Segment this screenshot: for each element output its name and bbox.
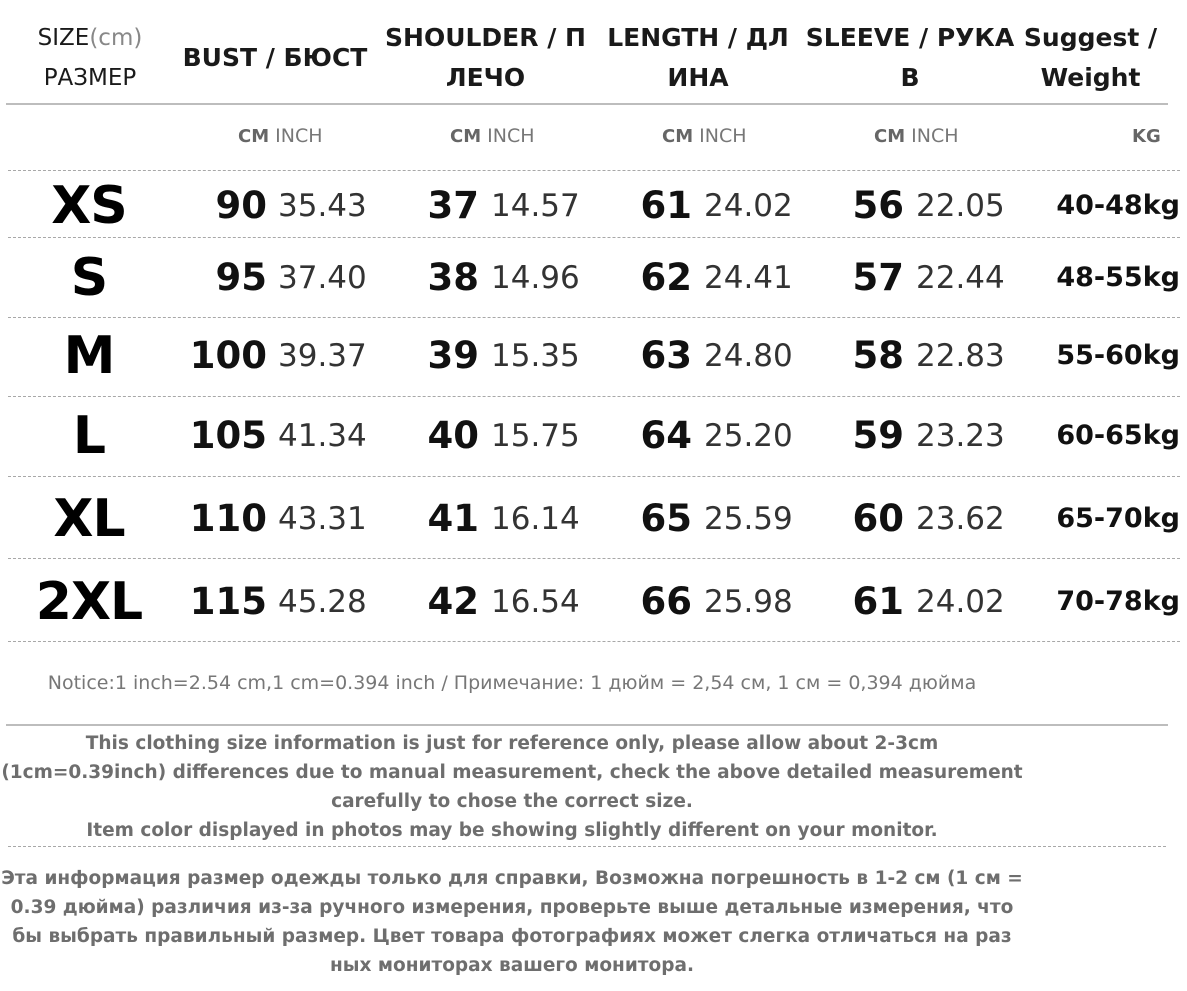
bust-cm: 115 <box>189 580 267 623</box>
row-divider <box>8 641 1180 642</box>
shoulder-cm: 41 <box>427 497 479 540</box>
disclaimer-line: carefully to chose the correct size. <box>331 791 693 812</box>
length-inch: 24.80 <box>704 338 793 374</box>
english-disclaimer <box>0 729 1024 845</box>
size-label: XL <box>53 489 125 549</box>
sleeve-inch: 24.02 <box>916 584 1005 620</box>
weight-unit-label: KG <box>1132 126 1161 147</box>
bust-inch: 43.31 <box>278 501 367 537</box>
size-label: S <box>70 248 108 308</box>
sleeve-cm: 59 <box>852 414 904 457</box>
row-divider <box>8 476 1180 477</box>
shoulder-inch: 16.14 <box>491 501 580 537</box>
shoulder-cm: 42 <box>427 580 479 623</box>
length-cm: 66 <box>640 580 692 623</box>
suggested-weight: 65-70kg <box>1056 503 1180 534</box>
bust-column-header: BUST / БЮСТ <box>182 43 368 72</box>
row-divider <box>8 558 1180 559</box>
length-inch: 25.59 <box>704 501 793 537</box>
bust-inch: 39.37 <box>278 338 367 374</box>
disclaimer-divider <box>8 846 1166 847</box>
row-divider <box>8 237 1180 238</box>
size-label: 2XL <box>35 572 143 632</box>
russian-disclaimer <box>0 864 1024 980</box>
length-cm: 65 <box>640 497 692 540</box>
sleeve-cm: 56 <box>852 184 904 227</box>
length-cm: 62 <box>640 256 692 299</box>
bust-cm: 110 <box>189 497 267 540</box>
shoulder-cm: 39 <box>427 334 479 377</box>
length-inch: 25.20 <box>704 418 793 454</box>
size-row-xl <box>0 483 1187 555</box>
shoulder-inch: 16.54 <box>491 584 580 620</box>
size-unit: (cm) <box>89 25 143 51</box>
size-row-s <box>0 242 1187 314</box>
suggested-weight: 70-78kg <box>1056 586 1180 617</box>
sleeve-cm: 58 <box>852 334 904 377</box>
disclaimer-line: бы выбрать правильный размер. Цвет товара фотографиях может слегка отличаться на раз <box>12 926 1012 947</box>
length-column-header: LENGTH / ДЛ ИНА <box>607 23 789 92</box>
shoulder-inch: 14.57 <box>491 188 580 224</box>
bust-cm: 95 <box>215 256 267 299</box>
shoulder-inch: 15.75 <box>491 418 580 454</box>
size-row-2xl <box>0 566 1187 638</box>
length-inch: 24.41 <box>704 260 793 296</box>
bust-inch: 41.34 <box>278 418 367 454</box>
disclaimer-line: This clothing size information is just for reference only, please allow about 2-3cm <box>85 733 939 754</box>
bust-inch: 37.40 <box>278 260 367 296</box>
size-row-l <box>0 400 1187 472</box>
disclaimer-line: (1cm=0.39inch) differences due to manual measurement, check the above detailed measurement <box>1 762 1023 783</box>
shoulder-inch: 15.35 <box>491 338 580 374</box>
bust-inch: 35.43 <box>278 188 367 224</box>
suggested-weight: 60-65kg <box>1056 420 1180 451</box>
disclaimer-line: 0.39 дюйма) различия из-за ручного измерения, проверьте выше детальные измерения, что <box>10 897 1014 918</box>
bust-cm: 100 <box>189 334 267 377</box>
sleeve-inch: 22.44 <box>916 260 1005 296</box>
sleeve-cm: 57 <box>852 256 904 299</box>
size-column-header: SIZE(cm) РАЗМЕР <box>37 25 143 91</box>
conversion-notice: Notice:1 inch=2.54 cm,1 cm=0.394 inch / Примечание: 1 дюйм = 2,54 см, 1 см = 0,394 дюйма <box>47 672 977 694</box>
shoulder-cm: 37 <box>427 184 479 227</box>
size-label: L <box>72 406 106 466</box>
shoulder-cm: 38 <box>427 256 479 299</box>
row-divider <box>8 396 1180 397</box>
sleeve-inch: 22.83 <box>916 338 1005 374</box>
sleeve-inch: 22.05 <box>916 188 1005 224</box>
size-row-m <box>0 320 1187 392</box>
sleeve-column-header: SLEEVE / РУКА В <box>805 23 1015 92</box>
disclaimer-line: Item color displayed in photos may be showing slightly different on your monitor. <box>86 820 938 841</box>
sleeve-cm: 60 <box>852 497 904 540</box>
notice-divider <box>6 724 1168 726</box>
bust-cm: 105 <box>189 414 267 457</box>
sleeve-inch: 23.23 <box>916 418 1005 454</box>
length-cm: 61 <box>640 184 692 227</box>
header-divider <box>6 103 1168 105</box>
disclaimer-line: Эта информация размер одежды только для справки, Возможна погрешность в 1-2 см (1 см = <box>1 868 1023 889</box>
shoulder-column-header: SHOULDER / П ЛЕЧО <box>385 23 586 92</box>
sleeve-cm: 61 <box>852 580 904 623</box>
sleeve-unit-label: CM INCH <box>874 125 959 147</box>
weight-column-header: Suggest / Weight <box>1023 23 1158 92</box>
size-row-xs <box>0 170 1187 242</box>
bust-cm: 90 <box>215 184 267 227</box>
length-inch: 25.98 <box>704 584 793 620</box>
bust-unit-label: CM INCH <box>238 125 323 147</box>
suggested-weight: 55-60kg <box>1056 340 1180 371</box>
length-inch: 24.02 <box>704 188 793 224</box>
sleeve-inch: 23.62 <box>916 501 1005 537</box>
suggested-weight: 48-55kg <box>1056 262 1180 293</box>
shoulder-inch: 14.96 <box>491 260 580 296</box>
size-label: M <box>63 326 115 386</box>
bust-inch: 45.28 <box>278 584 367 620</box>
shoulder-cm: 40 <box>427 414 479 457</box>
disclaimer-line: ных мониторах вашего монитора. <box>330 955 694 976</box>
size-label: XS <box>51 176 127 236</box>
length-cm: 64 <box>640 414 692 457</box>
length-unit-label: CM INCH <box>662 125 747 147</box>
length-cm: 63 <box>640 334 692 377</box>
shoulder-unit-label: CM INCH <box>450 125 535 147</box>
row-divider <box>8 317 1180 318</box>
suggested-weight: 40-48kg <box>1056 190 1180 221</box>
